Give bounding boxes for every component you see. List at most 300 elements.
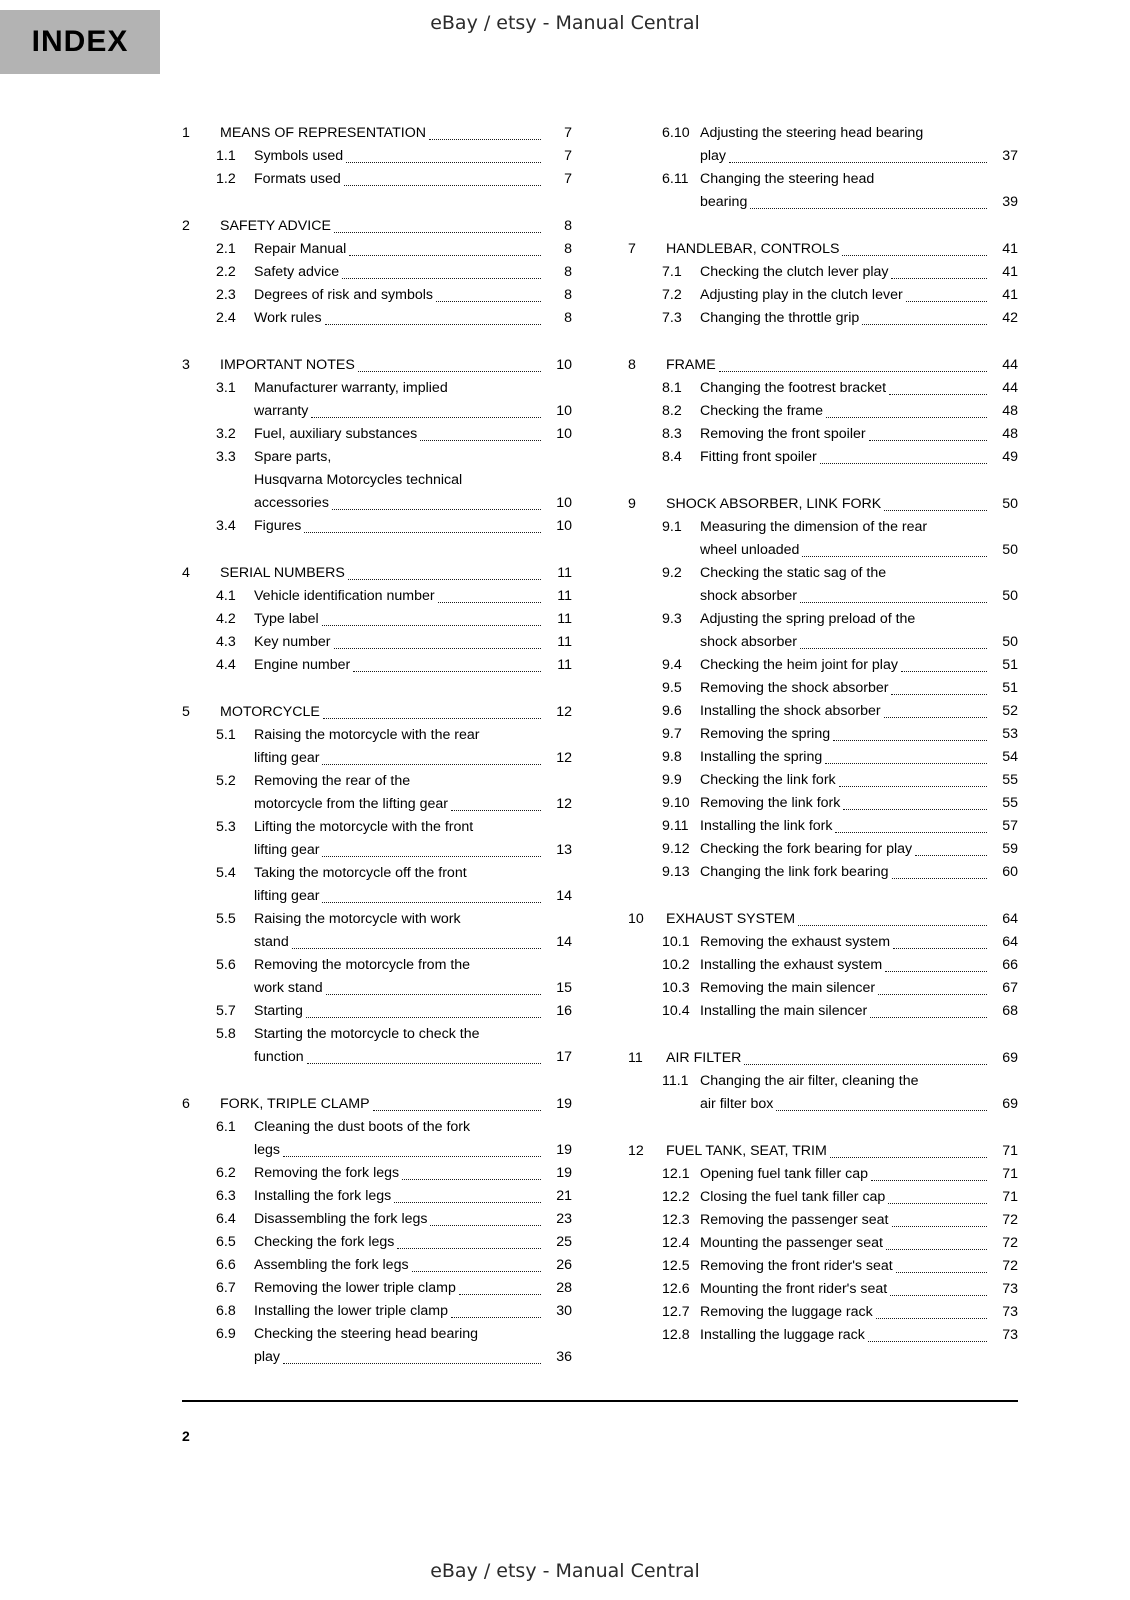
toc-entry-page: 64 [1002, 934, 1018, 950]
toc-section-entry[interactable] [628, 677, 1018, 700]
toc-entry-number: 6.2 [216, 1165, 236, 1181]
toc-entry-number: 12.5 [662, 1258, 690, 1274]
toc-section-entry[interactable] [628, 1255, 1018, 1278]
toc-entry-page: 8 [564, 287, 572, 303]
toc-entry-title-wrap [254, 1185, 572, 1208]
toc-leader-dots [892, 878, 988, 879]
toc-section-entry[interactable] [182, 1323, 572, 1369]
bottom-watermark: eBay / etsy - Manual Central [430, 1560, 700, 1582]
toc-leader-dots [344, 185, 541, 186]
toc-entry-title-wrap [700, 1232, 1018, 1255]
toc-entry-number: 6.8 [216, 1303, 236, 1319]
toc-section-entry[interactable] [182, 307, 572, 330]
toc-entry-page: 13 [556, 842, 572, 858]
toc-entry-title-wrap [254, 1300, 572, 1323]
toc-entry-number: 10.3 [662, 980, 690, 996]
toc-entry-title: Installing the main silencer [700, 1003, 868, 1019]
toc-section-entry[interactable] [182, 862, 572, 908]
toc-entry-title: Vehicle identification number [254, 588, 435, 604]
toc-section-entry[interactable] [182, 1000, 572, 1023]
toc-leader-dots [776, 1110, 987, 1111]
toc-section-entry[interactable] [628, 861, 1018, 884]
toc-entry-title-wrap [700, 723, 1018, 746]
toc-entry-page: 10 [556, 403, 572, 419]
toc-entry-title-wrap [254, 515, 572, 538]
toc-entry-title-wrap [254, 238, 572, 261]
toc-entry-title: Changing the steering head [700, 171, 875, 187]
toc-leader-dots [325, 324, 541, 325]
toc-entry-number: 6.7 [216, 1280, 236, 1296]
toc-section-entry[interactable] [628, 562, 1018, 608]
toc-leader-dots [394, 1202, 541, 1203]
toc-entry-title: Changing the footrest bracket [700, 380, 887, 396]
toc-entry-number: 3.3 [216, 449, 236, 465]
toc-entry-title: Installing the luggage rack [700, 1327, 865, 1343]
toc-entry-number: 12.4 [662, 1235, 690, 1251]
toc-section-entry[interactable] [182, 284, 572, 307]
toc-entry-title-wrap [254, 1277, 572, 1300]
toc-leader-dots [397, 1248, 541, 1249]
toc-entry-page: 12 [556, 750, 572, 766]
toc-chapter-entry[interactable] [628, 1140, 1018, 1163]
toc-entry-title: Checking the steering head bearing [254, 1326, 479, 1342]
toc-leader-dots [412, 1271, 541, 1272]
toc-entry-page: 41 [1002, 264, 1018, 280]
toc-section-entry[interactable] [182, 1208, 572, 1231]
toc-entry-title-wrap [254, 816, 572, 862]
toc-leader-dots [884, 510, 987, 511]
toc-chapter-entry[interactable] [182, 562, 572, 585]
toc-entry-title-wrap [700, 677, 1018, 700]
toc-section-entry[interactable] [182, 1300, 572, 1323]
toc-leader-dots [750, 208, 987, 209]
toc-entry-title: Degrees of risk and symbols [254, 287, 433, 303]
toc-entry-title-wrap [666, 1047, 1018, 1070]
toc-entry-page: 8 [564, 264, 572, 280]
toc-entry-title-wrap [220, 354, 572, 377]
toc-entry-title-wrap [700, 122, 1018, 168]
toc-leader-dots [871, 1180, 987, 1181]
toc-leader-dots [307, 1063, 541, 1064]
toc-leader-dots [886, 1249, 987, 1250]
toc-entry-title: Assembling the fork legs [254, 1257, 409, 1273]
toc-entry-title-wrap [700, 261, 1018, 284]
toc-entry-title: Changing the air filter, cleaning the [700, 1073, 919, 1089]
toc-entry-title-wrap [254, 631, 572, 654]
toc-entry-number: 10 [628, 911, 644, 927]
toc-entry-number: 9.5 [662, 680, 682, 696]
toc-section-entry[interactable] [628, 122, 1018, 168]
toc-section-entry[interactable] [628, 423, 1018, 446]
toc-section-entry[interactable] [182, 515, 572, 538]
toc-entry-number: 10.1 [662, 934, 690, 950]
toc-group-gap [628, 214, 1018, 224]
toc-group-gap [182, 1069, 572, 1079]
toc-entry-page: 51 [1002, 657, 1018, 673]
toc-section-entry[interactable] [182, 261, 572, 284]
toc-entry-page: 60 [1002, 864, 1018, 880]
toc-group-gap [628, 1116, 1018, 1126]
toc-entry-page: 71 [1002, 1189, 1018, 1205]
toc-entry-page: 7 [564, 125, 572, 141]
toc-entry-title-wrap [254, 307, 572, 330]
toc-entry-title: legs [254, 1142, 281, 1158]
toc-entry-title-wrap [254, 770, 572, 816]
toc-entry-last-line [700, 631, 1018, 654]
toc-chapter-entry[interactable] [182, 701, 572, 724]
toc-entry-title: Mounting the passenger seat [700, 1235, 883, 1251]
toc-entry-page: 26 [556, 1257, 572, 1273]
toc-entry-number: 7.2 [662, 287, 682, 303]
toc-entry-page: 50 [1002, 542, 1018, 558]
toc-section-entry[interactable] [628, 954, 1018, 977]
toc-section-entry[interactable] [182, 377, 572, 423]
toc-entry-page: 69 [1002, 1096, 1018, 1112]
toc-section-entry[interactable] [182, 631, 572, 654]
toc-chapter-entry[interactable] [628, 354, 1018, 377]
toc-entry-last-line [254, 931, 572, 954]
toc-leader-dots [884, 717, 987, 718]
toc-entry-last-line [700, 191, 1018, 214]
toc-section-entry[interactable] [628, 1163, 1018, 1186]
toc-section-entry[interactable] [628, 815, 1018, 838]
toc-entry-title: Work rules [254, 310, 322, 326]
toc-chapter-entry[interactable] [628, 1047, 1018, 1070]
toc-entry-title-wrap [254, 446, 572, 515]
toc-entry-title-wrap [700, 815, 1018, 838]
toc-entry-last-line [254, 1046, 572, 1069]
toc-entry-title: work stand [254, 980, 323, 996]
toc-entry-title: Checking the heim joint for play [700, 657, 898, 673]
toc-leader-dots [283, 1156, 541, 1157]
toc-section-entry[interactable] [628, 931, 1018, 954]
toc-chapter-entry[interactable] [182, 1093, 572, 1116]
toc-section-entry[interactable] [628, 1278, 1018, 1301]
toc-entry-page: 73 [1002, 1327, 1018, 1343]
toc-entry-page: 48 [1002, 403, 1018, 419]
toc-entry-page: 71 [1002, 1166, 1018, 1182]
toc-entry-title: Installing the shock absorber [700, 703, 881, 719]
toc-entry-number: 9.9 [662, 772, 682, 788]
toc-entry-title-wrap [220, 701, 572, 724]
toc-entry-number: 6.4 [216, 1211, 236, 1227]
toc-entry-title: Installing the spring [700, 749, 823, 765]
toc-entry-number: 6 [182, 1096, 190, 1112]
toc-entry-page: 41 [1002, 241, 1018, 257]
toc-section-entry[interactable] [628, 168, 1018, 214]
toc-section-entry[interactable] [182, 1162, 572, 1185]
toc-section-entry[interactable] [182, 145, 572, 168]
toc-entry-title-wrap [666, 908, 1018, 931]
toc-section-entry[interactable] [182, 1254, 572, 1277]
toc-entry-title-wrap [254, 724, 572, 770]
toc-entry-title: FRAME [666, 357, 716, 373]
toc-entry-page: 23 [556, 1211, 572, 1227]
toc-entry-number: 9.1 [662, 519, 682, 535]
toc-group-gap [182, 677, 572, 687]
toc-section-entry[interactable] [182, 1023, 572, 1069]
page-number: 2 [182, 1428, 190, 1444]
toc-entry-page: 54 [1002, 749, 1018, 765]
toc-entry-page: 8 [564, 241, 572, 257]
toc-leader-dots [342, 278, 541, 279]
toc-entry-page: 11 [557, 657, 572, 673]
toc-section-entry[interactable] [628, 608, 1018, 654]
toc-entry-title: Husqvarna Motorcycles technical [254, 472, 463, 488]
toc-entry-title: Removing the front spoiler [700, 426, 866, 442]
toc-entry-title: Cleaning the dust boots of the fork [254, 1119, 471, 1135]
toc-entry-title: Safety advice [254, 264, 340, 280]
toc-leader-dots [332, 509, 541, 510]
toc-chapter-entry[interactable] [628, 238, 1018, 261]
toc-entry-title: accessories [254, 495, 329, 511]
toc-chapter-entry[interactable] [628, 908, 1018, 931]
toc-entry-title: FUEL TANK, SEAT, TRIM [666, 1143, 827, 1159]
toc-section-entry[interactable] [628, 377, 1018, 400]
toc-section-entry[interactable] [628, 977, 1018, 1000]
toc-entry-number: 3 [182, 357, 190, 373]
toc-entry-title: play [254, 1349, 281, 1365]
toc-section-entry[interactable] [182, 585, 572, 608]
toc-entry-number: 9.2 [662, 565, 682, 581]
toc-entry-page: 15 [556, 980, 572, 996]
toc-leader-dots [800, 602, 987, 603]
toc-entry-page: 72 [1002, 1258, 1018, 1274]
toc-entry-page: 66 [1002, 957, 1018, 973]
toc-leader-dots [346, 162, 541, 163]
toc-chapter-entry[interactable] [182, 215, 572, 238]
toc-entry-title-wrap [666, 1140, 1018, 1163]
toc-entry-title: SERIAL NUMBERS [220, 565, 345, 581]
toc-entry-title: SHOCK ABSORBER, LINK FORK [666, 496, 882, 512]
toc-leader-dots [889, 394, 987, 395]
toc-entry-title-wrap [254, 608, 572, 631]
toc-entry-last-line [254, 977, 572, 1000]
toc-entry-title: shock absorber [700, 588, 797, 604]
toc-entry-number: 2.2 [216, 264, 236, 280]
toc-group-gap [628, 1023, 1018, 1033]
toc-entry-number: 5.8 [216, 1026, 236, 1042]
toc-section-entry[interactable] [182, 1116, 572, 1162]
toc-entry-title: Installing the lower triple clamp [254, 1303, 448, 1319]
toc-entry-title-wrap [254, 423, 572, 446]
toc-entry-title: wheel unloaded [700, 542, 800, 558]
toc-section-entry[interactable] [182, 1185, 572, 1208]
toc-section-entry[interactable] [628, 284, 1018, 307]
toc-entry-page: 12 [556, 704, 572, 720]
toc-leader-dots [906, 301, 987, 302]
toc-entry-title-wrap [700, 516, 1018, 562]
toc-entry-title: Lifting the motorcycle with the front [254, 819, 474, 835]
toc-entry-title: Removing the fork legs [254, 1165, 400, 1181]
toc-entry-number: 4.3 [216, 634, 236, 650]
toc-leader-dots [830, 1157, 987, 1158]
toc-entry-title: Installing the fork legs [254, 1188, 392, 1204]
toc-section-entry[interactable] [628, 792, 1018, 815]
toc-entry-page: 36 [556, 1349, 572, 1365]
toc-leader-dots [719, 371, 987, 372]
toc-section-entry[interactable] [182, 908, 572, 954]
toc-entry-title-wrap [700, 284, 1018, 307]
toc-entry-number: 6.10 [662, 125, 690, 141]
toc-entry-title-wrap [700, 769, 1018, 792]
toc-entry-title: bearing [700, 194, 748, 210]
toc-entry-page: 7 [564, 148, 572, 164]
toc-section-entry[interactable] [628, 516, 1018, 562]
toc-section-entry[interactable] [182, 238, 572, 261]
toc-section-entry[interactable] [182, 770, 572, 816]
toc-entry-last-line [254, 885, 572, 908]
toc-entry-page: 48 [1002, 426, 1018, 442]
toc-entry-page: 10 [556, 495, 572, 511]
toc-section-entry[interactable] [182, 724, 572, 770]
footer-divider [182, 1400, 1018, 1402]
toc-section-entry[interactable] [182, 816, 572, 862]
toc-section-entry[interactable] [182, 654, 572, 677]
toc-section-entry[interactable] [628, 1232, 1018, 1255]
toc-entry-title: Checking the static sag of the [700, 565, 887, 581]
toc-section-entry[interactable] [182, 608, 572, 631]
toc-entry-page: 17 [556, 1049, 572, 1065]
toc-leader-dots [839, 786, 987, 787]
toc-entry-title: Removing the luggage rack [700, 1304, 873, 1320]
toc-entry-title: lifting gear [254, 842, 320, 858]
toc-entry-page: 53 [1002, 726, 1018, 742]
toc-entry-number: 9.4 [662, 657, 682, 673]
toc-entry-number: 2.4 [216, 310, 236, 326]
toc-section-entry[interactable] [628, 700, 1018, 723]
toc-entry-number: 8.1 [662, 380, 682, 396]
toc-entry-last-line [254, 492, 572, 515]
toc-entry-title: IMPORTANT NOTES [220, 357, 355, 373]
toc-leader-dots [876, 1318, 987, 1319]
toc-leader-dots [436, 301, 541, 302]
toc-leader-dots [825, 763, 987, 764]
toc-group-gap [182, 538, 572, 548]
toc-section-entry[interactable] [182, 168, 572, 191]
toc-entry-title: warranty [254, 403, 309, 419]
toc-entry-title-wrap [700, 1163, 1018, 1186]
toc-chapter-entry[interactable] [182, 122, 572, 145]
toc-chapter-entry[interactable] [628, 493, 1018, 516]
toc-entry-title: air filter box [700, 1096, 774, 1112]
toc-section-entry[interactable] [628, 307, 1018, 330]
toc-entry-title: Taking the motorcycle off the front [254, 865, 467, 881]
toc-entry-title-wrap [700, 1278, 1018, 1301]
toc-leader-dots [451, 1317, 541, 1318]
toc-entry-page: 51 [1002, 680, 1018, 696]
toc-entry-title: EXHAUST SYSTEM [666, 911, 796, 927]
toc-entry-title-wrap [220, 1093, 572, 1116]
toc-section-entry[interactable] [628, 261, 1018, 284]
toc-entry-title: Mounting the front rider's seat [700, 1281, 888, 1297]
toc-section-entry[interactable] [628, 446, 1018, 469]
toc-entry-number: 3.4 [216, 518, 236, 534]
toc-entry-page: 30 [556, 1303, 572, 1319]
toc-entry-page: 68 [1002, 1003, 1018, 1019]
toc-section-entry[interactable] [628, 400, 1018, 423]
toc-entry-title-wrap [666, 354, 1018, 377]
toc-section-entry[interactable] [182, 446, 572, 515]
toc-section-entry[interactable] [628, 1000, 1018, 1023]
toc-leader-dots [438, 602, 541, 603]
toc-section-entry[interactable] [182, 954, 572, 1000]
toc-entry-number: 5.3 [216, 819, 236, 835]
toc-entry-title-wrap [254, 1323, 572, 1369]
toc-entry-page: 19 [556, 1165, 572, 1181]
toc-entry-title: SAFETY ADVICE [220, 218, 331, 234]
toc-section-entry[interactable] [628, 1209, 1018, 1232]
toc-entry-title: Closing the fuel tank filler cap [700, 1189, 886, 1205]
toc-entry-page: 72 [1002, 1212, 1018, 1228]
toc-section-entry[interactable] [628, 654, 1018, 677]
toc-section-entry[interactable] [182, 1277, 572, 1300]
toc-leader-dots [892, 1226, 988, 1227]
toc-entry-title-wrap [254, 168, 572, 191]
toc-section-entry[interactable] [182, 423, 572, 446]
toc-entry-page: 71 [1002, 1143, 1018, 1159]
toc-entry-page: 14 [556, 934, 572, 950]
toc-entry-title-wrap [700, 446, 1018, 469]
toc-section-entry[interactable] [628, 1070, 1018, 1116]
toc-section-entry[interactable] [628, 1301, 1018, 1324]
toc-section-entry[interactable] [628, 723, 1018, 746]
toc-entry-title-wrap [666, 493, 1018, 516]
toc-leader-dots [429, 139, 541, 140]
toc-entry-last-line [700, 539, 1018, 562]
toc-section-entry[interactable] [628, 1324, 1018, 1347]
toc-entry-number: 1 [182, 125, 190, 141]
toc-section-entry[interactable] [628, 838, 1018, 861]
toc-entry-page: 39 [1002, 194, 1018, 210]
toc-entry-number: 1.1 [216, 148, 236, 164]
toc-entry-page: 44 [1002, 380, 1018, 396]
toc-entry-title-wrap [254, 1254, 572, 1277]
toc-entry-title-wrap [254, 377, 572, 423]
toc-entry-number: 10.4 [662, 1003, 690, 1019]
toc-entry-page: 19 [556, 1142, 572, 1158]
toc-entry-number: 9.10 [662, 795, 690, 811]
toc-entry-number: 5.7 [216, 1003, 236, 1019]
toc-entry-title-wrap [666, 238, 1018, 261]
toc-entry-page: 50 [1002, 496, 1018, 512]
toc-group-gap [628, 469, 1018, 479]
toc-leader-dots [826, 417, 987, 418]
toc-entry-number: 6.9 [216, 1326, 236, 1342]
toc-entry-title: motorcycle from the lifting gear [254, 796, 448, 812]
toc-entry-number: 9 [628, 496, 636, 512]
toc-entry-title: lifting gear [254, 750, 320, 766]
toc-section-entry[interactable] [628, 746, 1018, 769]
toc-entry-number: 2.1 [216, 241, 236, 257]
toc-section-entry[interactable] [182, 1231, 572, 1254]
toc-section-entry[interactable] [628, 1186, 1018, 1209]
toc-section-entry[interactable] [628, 769, 1018, 792]
toc-entry-number: 9.11 [662, 818, 689, 834]
toc-leader-dots [869, 440, 987, 441]
toc-leader-dots [891, 278, 987, 279]
toc-leader-dots [891, 694, 987, 695]
toc-entry-number: 7.1 [662, 264, 682, 280]
toc-entry-last-line [254, 839, 572, 862]
toc-entry-title: Adjusting play in the clutch lever [700, 287, 903, 303]
toc-entry-title-wrap [700, 1000, 1018, 1023]
toc-entry-page: 49 [1002, 449, 1018, 465]
toc-entry-number: 4.4 [216, 657, 236, 673]
toc-chapter-entry[interactable] [182, 354, 572, 377]
toc-entry-page: 72 [1002, 1235, 1018, 1251]
toc-entry-number: 8.4 [662, 449, 682, 465]
